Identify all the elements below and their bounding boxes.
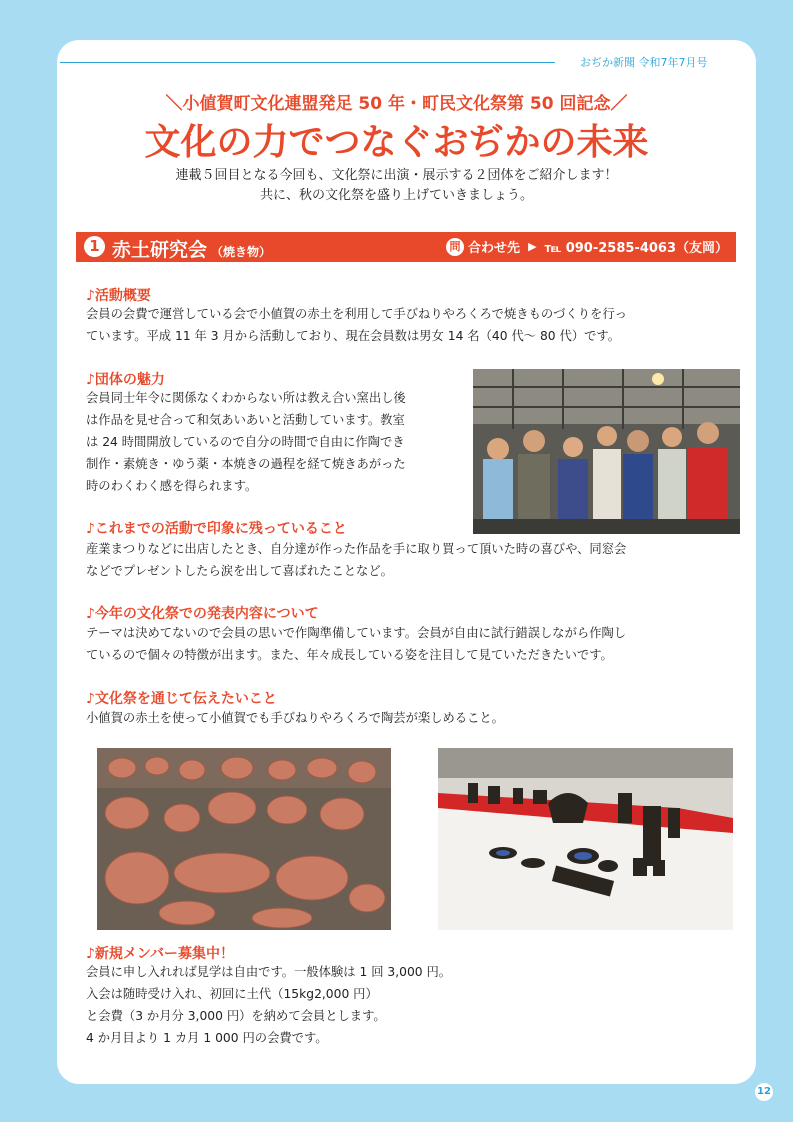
phone-number[interactable]: ℡ 090-2585-4063（友岡） xyxy=(544,241,728,256)
group-photo xyxy=(473,369,740,534)
text-line: 小値賀の赤土を使って小値賀でも手びねりやろくろで陶芸が楽しめること。 xyxy=(86,711,504,725)
org-name xyxy=(112,235,271,262)
intro-line: 共に、秋の文化祭を盛り上げていきましょう。 xyxy=(259,188,533,203)
section-body xyxy=(86,303,627,347)
org-number-badge: 1 xyxy=(84,236,105,257)
section-heading: ♪文化祭を通じて伝えたいこと xyxy=(86,691,277,707)
text-line: 会員同士年令に関係なくわからない所は教え合い窯出し後 xyxy=(86,391,406,405)
page-title: 文化の力でつなぐおぢかの未来 xyxy=(144,121,649,163)
section-body xyxy=(86,387,406,497)
contact-info xyxy=(446,237,728,256)
section-heading: ♪団体の魅力 xyxy=(86,372,165,388)
play-arrow-icon: ▶ xyxy=(528,240,537,253)
intro-line: 連載５回目となる今回も、文化祭に出演・展示する２団体をご紹介します！ xyxy=(175,168,618,183)
section-body xyxy=(86,961,451,1049)
inquiry-icon: 問 xyxy=(446,238,464,256)
contact-label: 合わせ先 xyxy=(468,241,521,256)
pottery-photo-unfired xyxy=(97,748,391,930)
section-body xyxy=(86,538,626,582)
text-line: テーマは決めてないので会員の思いで作陶準備しています。会員が自由に試行錯誤しながら作陶し xyxy=(86,626,627,640)
subtitle: ＼小値賀町文化連盟発足 50 年・町民文化祭第 50 回記念／ xyxy=(165,94,628,114)
org-category: （焼き物） xyxy=(211,245,272,259)
text-line: 入会は随時受け入れ、初回に土代（15kg2,000 円） xyxy=(86,987,378,1001)
section-heading: ♪今年の文化祭での発表内容について xyxy=(86,606,319,622)
text-line: ています。平成 11 年 3 月から活動しており、現在会員数は男女 14 名（40 代〜 80 代）です。 xyxy=(86,329,621,343)
text-line: と会費（3 か月分 3,000 円）を納めて会員とします。 xyxy=(86,1009,386,1023)
section-heading: ♪新規メンバー募集中！ xyxy=(86,946,234,962)
text-line: 会員に申し入れれば見学は自由です。一般体験は 1 回 3,000 円。 xyxy=(86,965,452,979)
publication-header: おぢか新聞 令和7年7月号 xyxy=(580,56,708,69)
text-line: 時のわくわく感を得られます。 xyxy=(86,479,258,493)
text-line: 4 か月目より 1 カ月 1 000 円の会費です。 xyxy=(86,1031,328,1045)
org-header-bar xyxy=(76,232,736,262)
text-line: などでプレゼントしたら涙を出して喜ばれたことなど。 xyxy=(86,564,393,578)
section-body xyxy=(86,622,626,666)
header-rule xyxy=(60,62,555,63)
pottery-photo-exhibit xyxy=(438,748,733,930)
text-line: 制作・素焼き・ゆう薬・本焼きの過程を経て焼きあがった xyxy=(86,457,406,471)
page-number: 12 xyxy=(755,1083,773,1101)
section-heading: ♪これまでの活動で印象に残っていること xyxy=(86,521,347,537)
text-line: は作品を見せ合って和気あいあいと活動しています。教室 xyxy=(86,413,405,427)
text-line: は 24 時間開放しているので自分の時間で自由に作陶でき xyxy=(86,435,405,449)
section-body xyxy=(86,707,504,729)
text-line: 産業まつりなどに出店したとき、自分達が作った作品を手に取り買って頂いた時の喜びや、同窓会 xyxy=(86,542,627,556)
section-heading: ♪活動概要 xyxy=(86,288,151,304)
text-line: ているので個々の特徴が出ます。また、年々成長している姿を注目して見ていただきたいです。 xyxy=(86,648,613,662)
org-name-text: 赤土研究会 xyxy=(112,239,208,261)
intro xyxy=(0,166,793,206)
text-line: 会員の会費で運営している会で小値賀の赤土を利用して手びねりやろくろで焼きものづくりを行っ xyxy=(86,307,627,321)
